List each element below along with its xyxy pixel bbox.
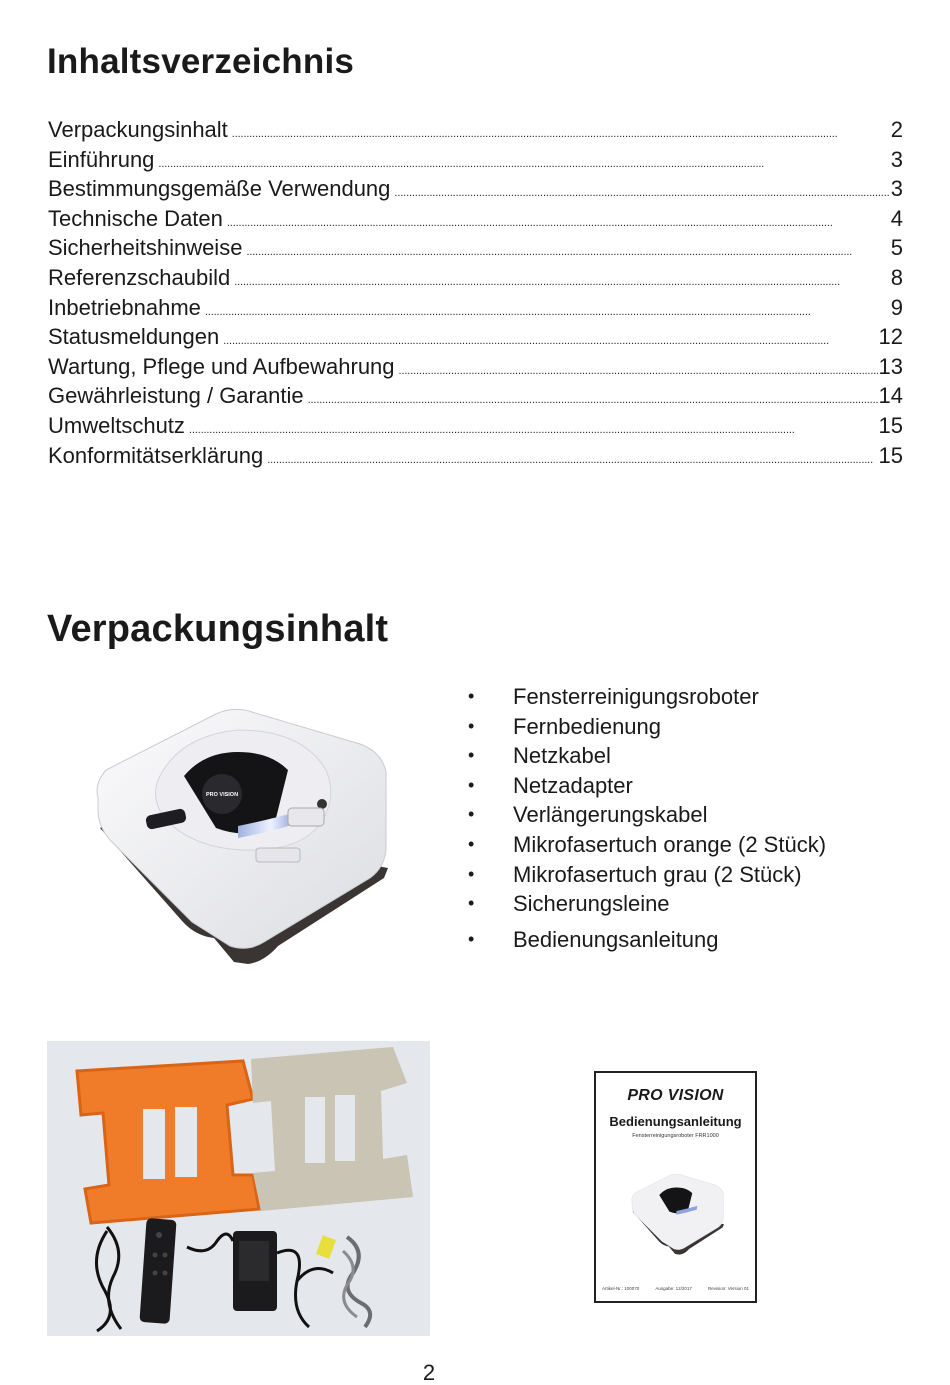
toc-entry-page: 5 [890, 235, 903, 261]
manual-article-number: Artikel-Nr.: 100070 [602, 1286, 640, 1291]
robot-brand-label: PRO VISION [205, 792, 239, 798]
manual-revision: Revision: Version 01 [707, 1286, 749, 1291]
toc-entry-label: Inbetriebnahme [48, 294, 201, 320]
toc-entry[interactable] [48, 204, 903, 234]
toc-leader-dots [158, 159, 889, 170]
toc-leader-dots [234, 277, 890, 288]
toc-entry-page: 3 [890, 176, 903, 202]
list-item-label: Verlängerungskabel [513, 802, 708, 828]
list-item-label: Mikrofasertuch orange (2 Stück) [513, 831, 827, 857]
toc-entry-page: 4 [890, 205, 903, 231]
manual-subtitle: Fensterreinigungsroboter FRR1000 [632, 1133, 719, 1139]
toc-entry[interactable] [48, 233, 903, 263]
toc-entry-label: Konformitätserklärung [48, 442, 264, 468]
toc-entry[interactable] [48, 115, 903, 145]
toc-entry-page: 2 [890, 117, 903, 142]
bullet-icon: • [468, 833, 475, 854]
toc-entry-page: 3 [890, 146, 903, 172]
table-of-contents [48, 115, 903, 470]
toc-entry[interactable] [48, 293, 903, 323]
toc-entry-label: Sicherheitshinweise [48, 235, 243, 261]
manual-edition: Ausgabe: 12/2017 [655, 1286, 692, 1291]
toc-leader-dots [205, 307, 890, 318]
toc-leader-dots [232, 129, 890, 140]
toc-entry-page: 15 [878, 442, 903, 468]
toc-leader-dots [223, 336, 877, 347]
power-adapter [233, 1231, 277, 1311]
accessories-photo [47, 1041, 430, 1336]
list-item-label: Netzkabel [513, 743, 611, 769]
toc-entry-label: Technische Daten [48, 205, 223, 231]
toc-entry[interactable] [48, 263, 903, 293]
toc-leader-dots [399, 366, 878, 377]
bullet-icon: • [468, 893, 475, 914]
toc-entry-label: Referenzschaubild [48, 264, 231, 290]
bullet-icon: • [468, 774, 475, 795]
manual-cover-image [594, 1071, 757, 1303]
toc-entry-page: 14 [878, 383, 903, 409]
toc-entry-page: 13 [878, 353, 903, 379]
toc-entry-page: 15 [878, 412, 903, 438]
list-item [468, 925, 908, 955]
toc-leader-dots [246, 247, 889, 258]
toc-entry[interactable] [48, 352, 903, 382]
toc-entry-label: Wartung, Pflege und Aufbewahrung [48, 353, 395, 379]
toc-entry-label: Einführung [48, 146, 155, 172]
manual-title: Bedienungsanleitung [609, 1114, 742, 1129]
toc-entry-page: 12 [878, 324, 903, 350]
toc-entry-label: Verpackungsinhalt [48, 117, 228, 142]
toc-entry-label: Bestimmungsgemäße Verwendung [48, 176, 391, 202]
list-item [468, 889, 908, 919]
list-item-label: Mikrofasertuch grau (2 Stück) [513, 861, 802, 887]
toc-entry-page: 9 [890, 294, 903, 320]
toc-entry-page: 8 [890, 264, 903, 290]
toc-leader-dots [394, 188, 889, 199]
window-robot-image [88, 700, 398, 965]
package-contents-heading: Verpackungsinhalt [47, 608, 389, 650]
list-item-label: Sicherungsleine [513, 891, 670, 917]
toc-entry[interactable] [48, 145, 903, 175]
list-item [468, 712, 908, 742]
bullet-icon: • [468, 686, 475, 706]
list-item [468, 682, 908, 712]
bullet-icon: • [468, 928, 475, 949]
bullet-icon: • [468, 804, 475, 825]
list-item-label: Bedienungsanleitung [513, 926, 719, 952]
page-number: 2 [422, 1360, 436, 1385]
manual-robot-image [624, 1171, 732, 1255]
toc-leader-dots [267, 455, 877, 466]
toc-entry[interactable] [48, 411, 903, 441]
list-item-label: Fensterreinigungsroboter [513, 684, 759, 709]
toc-entry[interactable] [48, 174, 903, 204]
package-contents-list [468, 682, 908, 954]
toc-entry-label: Umweltschutz [48, 412, 185, 438]
toc-leader-dots [308, 395, 878, 406]
list-item [468, 741, 908, 771]
toc-leader-dots [227, 218, 890, 229]
bullet-icon: • [468, 863, 475, 884]
toc-entry[interactable] [48, 381, 903, 411]
toc-heading: Inhaltsverzeichnis [47, 42, 355, 81]
toc-entry[interactable] [48, 322, 903, 352]
list-item [468, 860, 908, 890]
toc-leader-dots [189, 425, 878, 436]
manual-brand: PRO VISION [627, 1087, 724, 1104]
list-item [468, 800, 908, 830]
bullet-icon: • [468, 745, 475, 766]
toc-entry[interactable] [48, 441, 903, 471]
list-item [468, 830, 908, 860]
toc-entry-label: Gewährleistung / Garantie [48, 383, 304, 409]
list-item-label: Fernbedienung [513, 713, 662, 739]
manual-footer [602, 1286, 749, 1291]
toc-entry-label: Statusmeldungen [48, 324, 220, 350]
bullet-icon: • [468, 715, 475, 736]
list-item-label: Netzadapter [513, 772, 633, 798]
list-item [468, 771, 908, 801]
